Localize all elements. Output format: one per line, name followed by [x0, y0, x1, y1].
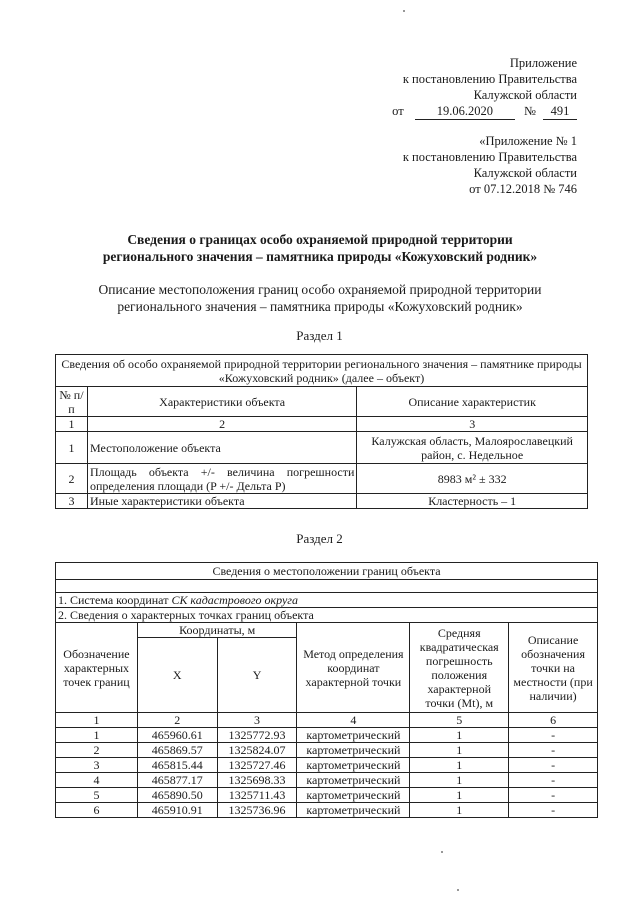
point-accuracy: 1	[410, 758, 509, 773]
col-header-characteristic: Характеристики объекта	[87, 387, 356, 417]
point-y: 1325711.43	[217, 788, 297, 803]
table-row	[56, 803, 598, 818]
numbering-cell: 2	[87, 417, 356, 432]
point-description: -	[509, 788, 598, 803]
point-accuracy: 1	[410, 788, 509, 803]
decree-date: 19.06.2020	[415, 103, 515, 120]
table-row	[56, 743, 598, 758]
numbering-cell: 3	[357, 417, 588, 432]
point-y: 1325824.07	[217, 743, 297, 758]
scan-speck	[457, 889, 459, 891]
section2-table	[55, 562, 598, 818]
row-number: 2	[56, 464, 88, 494]
point-x: 465877.17	[137, 773, 217, 788]
header-date-line	[392, 103, 577, 120]
section1-table	[55, 354, 588, 509]
scan-speck	[441, 851, 443, 853]
numbering-cell: 1	[56, 713, 138, 728]
from-label: от	[392, 104, 404, 118]
point-method: картометрический	[297, 728, 410, 743]
point-id: 3	[56, 758, 138, 773]
point-x: 465910.91	[137, 803, 217, 818]
row-value: 8983 м² ± 332	[357, 464, 588, 494]
point-id: 5	[56, 788, 138, 803]
numbering-cell: 2	[137, 713, 217, 728]
appendix-header-original	[403, 133, 577, 197]
point-id: 4	[56, 773, 138, 788]
decree-number: 491	[543, 103, 577, 120]
section1-label: Раздел 1	[296, 328, 343, 343]
point-method: картометрический	[297, 773, 410, 788]
col-header-method: Метод определения координат характерной точки	[297, 623, 410, 713]
row-number: 3	[56, 494, 88, 509]
point-x: 465890.50	[137, 788, 217, 803]
col-header-y: Y	[217, 638, 297, 713]
point-description: -	[509, 758, 598, 773]
subtitle-line-2: регионального значения – памятника природы «Кожуховский родник»	[117, 299, 523, 314]
table-row	[56, 728, 598, 743]
point-description: -	[509, 773, 598, 788]
table-row	[56, 788, 598, 803]
table-row	[56, 773, 598, 788]
header-line: Приложение	[509, 56, 577, 70]
section2-caption: Сведения о местоположении границ объекта	[56, 563, 598, 580]
header-line: к постановлению Правительства	[402, 72, 577, 86]
numbering-cell: 1	[56, 417, 88, 432]
coordinate-system-prefix: 1. Система координат	[58, 593, 172, 607]
col-header-description: Описание характеристик	[357, 387, 588, 417]
col-header-description: Описание обозначения точки на местности (при наличии)	[509, 623, 598, 713]
point-y: 1325772.93	[217, 728, 297, 743]
point-accuracy: 1	[410, 728, 509, 743]
point-id: 2	[56, 743, 138, 758]
point-method: картометрический	[297, 788, 410, 803]
point-description: -	[509, 728, 598, 743]
numbering-cell: 4	[297, 713, 410, 728]
numbering-cell: 5	[410, 713, 509, 728]
point-id: 6	[56, 803, 138, 818]
coordinate-system-name: СК кадастрового округа	[171, 593, 298, 607]
point-method: картометрический	[297, 743, 410, 758]
points-info-line: 2. Сведения о характерных точках границ объекта	[56, 608, 598, 623]
point-description: -	[509, 743, 598, 758]
numbering-cell: 6	[509, 713, 598, 728]
table-row	[56, 758, 598, 773]
row-characteristic: Площадь объекта +/- величина погрешности определения площади (P +/- Дельта P)	[87, 464, 356, 494]
row-number: 1	[56, 432, 88, 464]
table-row	[56, 432, 588, 464]
point-x: 465869.57	[137, 743, 217, 758]
point-y: 1325698.33	[217, 773, 297, 788]
col-header-accuracy: Средняя квадратическая погрешность положения характерной точки (Mt), м	[410, 623, 509, 713]
table-row	[56, 494, 588, 509]
header2-line: от 07.12.2018 № 746	[469, 182, 577, 196]
header2-line: Калужской области	[473, 166, 577, 180]
col-header-number: № п/п	[56, 387, 88, 417]
header-line: Калужской области	[473, 88, 577, 102]
point-y: 1325736.96	[217, 803, 297, 818]
point-x: 465815.44	[137, 758, 217, 773]
point-accuracy: 1	[410, 803, 509, 818]
section1-caption: Сведения об особо охраняемой природной территории регионального значения – памятнике природы «Кожуховский родник» (далее – объект)	[56, 355, 588, 387]
point-y: 1325727.46	[217, 758, 297, 773]
point-accuracy: 1	[410, 743, 509, 758]
coordinate-system-line	[56, 593, 598, 608]
row-value: Кластерность – 1	[357, 494, 588, 509]
header2-line: «Приложение № 1	[479, 134, 577, 148]
point-accuracy: 1	[410, 773, 509, 788]
appendix-header	[392, 55, 577, 120]
row-characteristic: Местоположение объекта	[87, 432, 356, 464]
document-subtitle	[40, 281, 600, 315]
col-header-x: X	[137, 638, 217, 713]
section2-label: Раздел 2	[296, 531, 343, 546]
number-label: №	[523, 104, 536, 118]
header2-line: к постановлению Правительства	[402, 150, 577, 164]
col-header-coordinates: Координаты, м	[137, 623, 297, 638]
point-method: картометрический	[297, 758, 410, 773]
subtitle-line-1: Описание местоположения границ особо охраняемой природной территории	[98, 282, 542, 297]
table-row	[56, 464, 588, 494]
scan-speck	[403, 10, 405, 12]
point-x: 465960.61	[137, 728, 217, 743]
document-title	[40, 231, 600, 265]
point-id: 1	[56, 728, 138, 743]
numbering-cell: 3	[217, 713, 297, 728]
point-description: -	[509, 803, 598, 818]
row-value: Калужская область, Малоярославецкий район, с. Недельное	[357, 432, 588, 464]
col-header-point: Обозначение характерных точек границ	[56, 623, 138, 713]
row-characteristic: Иные характеристики объекта	[87, 494, 356, 509]
point-method: картометрический	[297, 803, 410, 818]
title-line-1: Сведения о границах особо охраняемой природной территории	[127, 232, 513, 247]
section2-spacer	[56, 580, 598, 593]
title-line-2: регионального значения – памятника природы «Кожуховский родник»	[102, 249, 538, 264]
